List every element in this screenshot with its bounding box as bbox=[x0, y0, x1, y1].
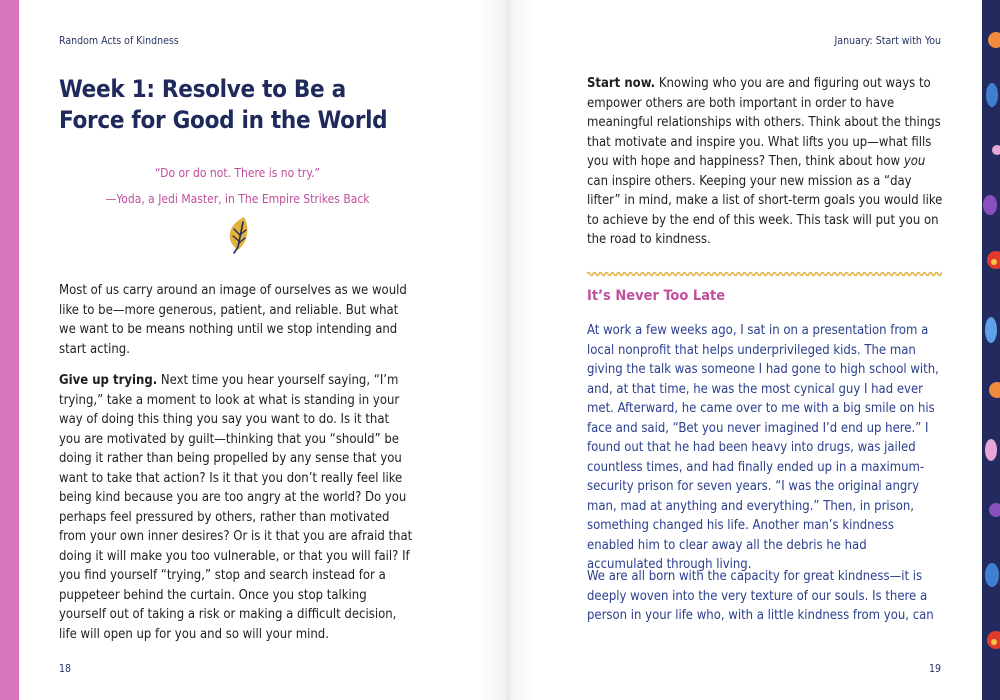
floral-pattern bbox=[982, 0, 1000, 700]
leaf-icon bbox=[224, 214, 252, 254]
epigraph-attribution: —Yoda, a Jedi Master, in The Empire Strikes Back bbox=[105, 192, 370, 206]
start-now-emphasis: you bbox=[903, 154, 926, 169]
wavy-divider bbox=[587, 270, 942, 278]
book-gutter bbox=[478, 0, 538, 700]
running-head-right: January: Start with You bbox=[834, 35, 941, 47]
give-up-trying-text: Next time you hear yourself saying, “I’m trying,” take a moment to look at what is standing in your way of doing this thing you say you want to do. Is it that you are motivated by guilt—thinking that you “should” be doing it rather than being propelled by any sense that you want to take that action? Is it that you don’t really feel like being kind because you are too angry at the world? Do you perhaps feel pressured by others, rather than motivated from your own inner desires? Or is it that you are afraid that doing it will make you too vulnerable, or that you will fail? If you find yourself “trying,” stop and search instead for a puppeteer behind the curtain. Once you stop talking yourself out of taking a risk or making a difficult decision, life will open up for you and so will your mind. bbox=[59, 373, 413, 642]
give-up-trying-paragraph bbox=[59, 371, 413, 644]
epigraph-quote: “Do or do not. There is no try.” bbox=[154, 166, 321, 180]
start-now-text-1: Knowing who you are and figuring out ways to empower others are both important in order to have meaningful relationships with others. Think about the things that motivate and inspire you. What lifts you up—what fills you with hope and happiness? Then, think about how bbox=[587, 76, 941, 169]
lead-in-start-now: Start now. bbox=[587, 76, 656, 91]
left-edge-strip bbox=[0, 0, 19, 700]
week-title: Week 1: Resolve to Be a Force for Good in the World bbox=[59, 75, 388, 134]
right-edge-floral-strip bbox=[982, 0, 1000, 700]
sidebar-title: It’s Never Too Late bbox=[587, 288, 726, 304]
sidebar-paragraph-2: We are all born with the capacity for great kindness—it is deeply woven into the very texture of our souls. Is there a person in your life who, with a little kindness from you, can bbox=[587, 569, 934, 623]
running-head-left: Random Acts of Kindness bbox=[59, 35, 179, 47]
start-now-paragraph bbox=[587, 74, 943, 250]
start-now-text-2: can inspire others. Keeping your new mission as a “day lifter” in mind, make a list of short-term goals you would like to achieve by the end of this week. This task will put you on the road to kindness. bbox=[587, 173, 943, 247]
page-number-left: 18 bbox=[59, 663, 72, 675]
page-number-right: 19 bbox=[928, 663, 941, 675]
intro-paragraph: Most of us carry around an image of ourselves as we would like to be—more generous, patient, and reliable. But what we want to be means nothing until we stop intending and start acting. bbox=[59, 283, 407, 357]
sidebar-paragraph-1: At work a few weeks ago, I sat in on a presentation from a local nonprofit that helps underprivileged kids. The man giving the talk was someone I had gone to high school with, and, at that time, he was the most cynical guy I had ever met. Afterward, he came over to me with a big smile on his face and said, “Bet you never imagined I’d end up here.” I found out that he had been heavy into drugs, was jailed countless times, and had finally ended up in a maximum-security prison for seven years. “I was the original angry man, mad at anything and everything.” Then, in prison, something changed his life. Another man’s kindness enabled him to clear away all the debris he had accumulated through living. bbox=[587, 323, 939, 572]
lead-in-give-up-trying: Give up trying. bbox=[59, 373, 158, 388]
